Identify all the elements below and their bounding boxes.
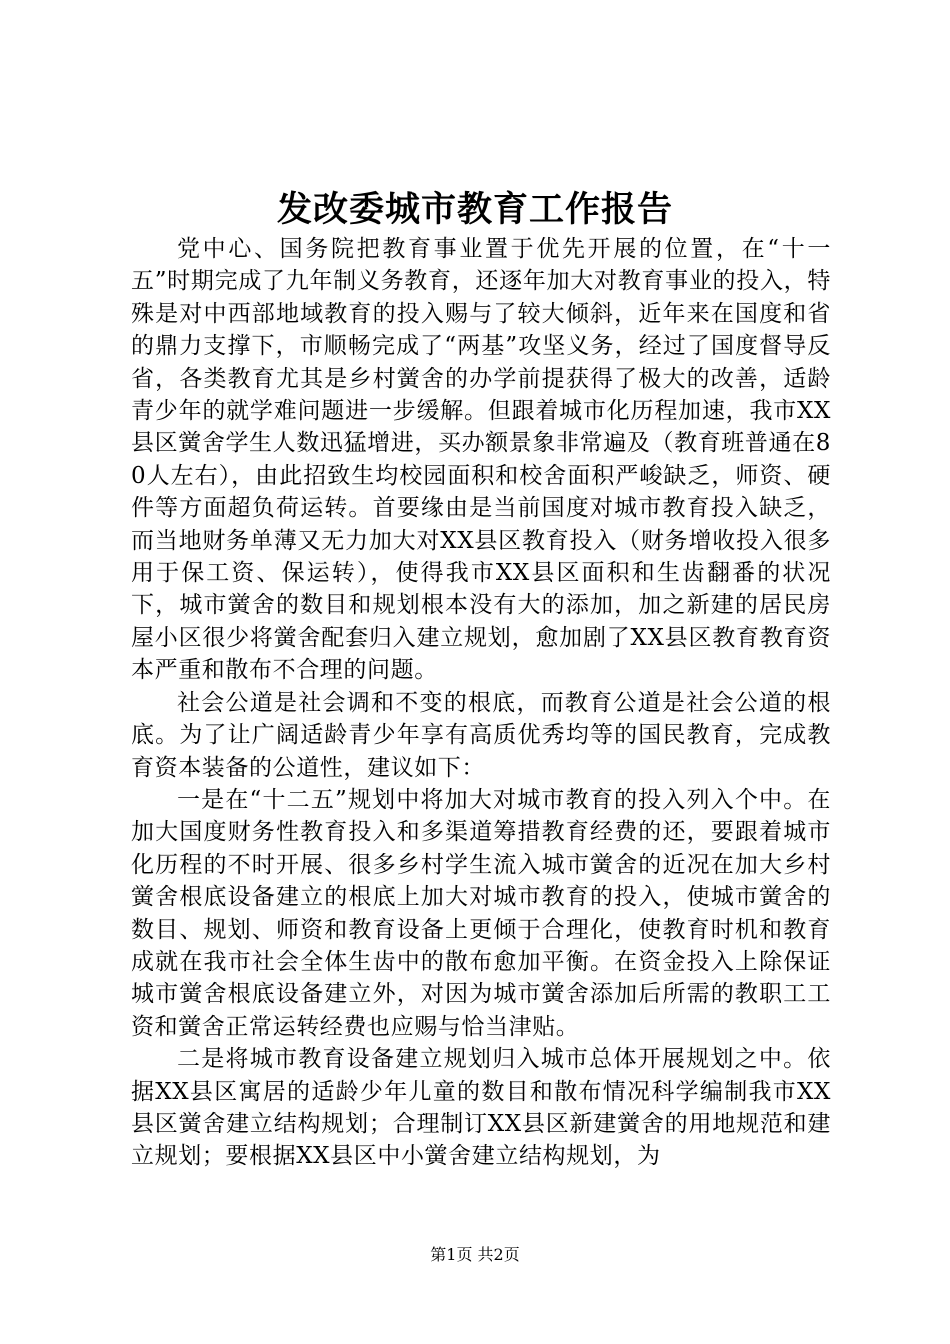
page-number-footer: 第1页 共2页 xyxy=(430,1245,520,1264)
document-body xyxy=(131,233,831,1173)
paragraph-3: 一是在“十二五”规划中将加大对城市教育的投入列入个中。在加大国度财务性教育投入和多渠道筹措教育经费的还，要跟着城市化历程的不时开展、很多乡村学生流入城市黉舍的近况在加大乡村黉舍根底设备建立的根底上加大对城市教育的投入，使城市黉舍的数目、规划、师资和教育设备上更倾于合理化，使教育时机和教育成就在我市社会全体生齿中的散布愈加平衡。在资金投入上除保证城市黉舍根底设备建立外，对因为城市黉舍添加后所需的教职工工资和黉舍正常运转经费也应赐与恰当津贴。 xyxy=(131,786,831,1040)
document-title: 发改委城市教育工作报告 xyxy=(276,189,673,230)
paragraph-2: 社会公道是社会调和不变的根底，而教育公道是社会公道的根底。为了让广阔适龄青少年享有高质优秀均等的国民教育，完成教育资本装备的公道性，建议如下： xyxy=(131,689,831,781)
paragraph-1: 党中心、国务院把教育事业置于优先开展的位置，在“十一五”时期完成了九年制义务教育，还逐年加大对教育事业的投入，特殊是对中西部地域教育的投入赐与了较大倾斜，近年来在国度和省的鼎力支撑下，市顺畅完成了“两基”攻坚义务，经过了国度督导反省，各类教育尤其是乡村黉舍的办学前提获得了极大的改善，适龄青少年的就学难问题进一步缓解。但跟着城市化历程加速，我市XX县区黉舍学生人数迅猛增进，买办额景象非常遍及（教育班普通在80人左右），由此招致生均校园面积和校舍面积严峻缺乏，师资、硬件等方面超负荷运转。首要缘由是当前国度对城市教育投入缺乏，而当地财务单薄又无力加大对XX县区教育投入（财务增收投入很多用于保工资、保运转），使得我市XX县区面积和生齿翻番的状况下，城市黉舍的数目和规划根本没有大的添加，加之新建的居民房屋小区很少将黉舍配套归入建立规划，愈加剧了XX县区教育教育资本严重和散布不合理的问题。 xyxy=(131,236,831,684)
paragraph-4: 二是将城市教育设备建立规划归入城市总体开展规划之中。依据XX县区寓居的适龄少年儿童的数目和散布情况科学编制我市XX县区黉舍建立结构规划；合理制订XX县区新建黉舍的用地规范和建立规划；要根据XX县区中小黉舍建立结构规划，为 xyxy=(131,1046,831,1170)
